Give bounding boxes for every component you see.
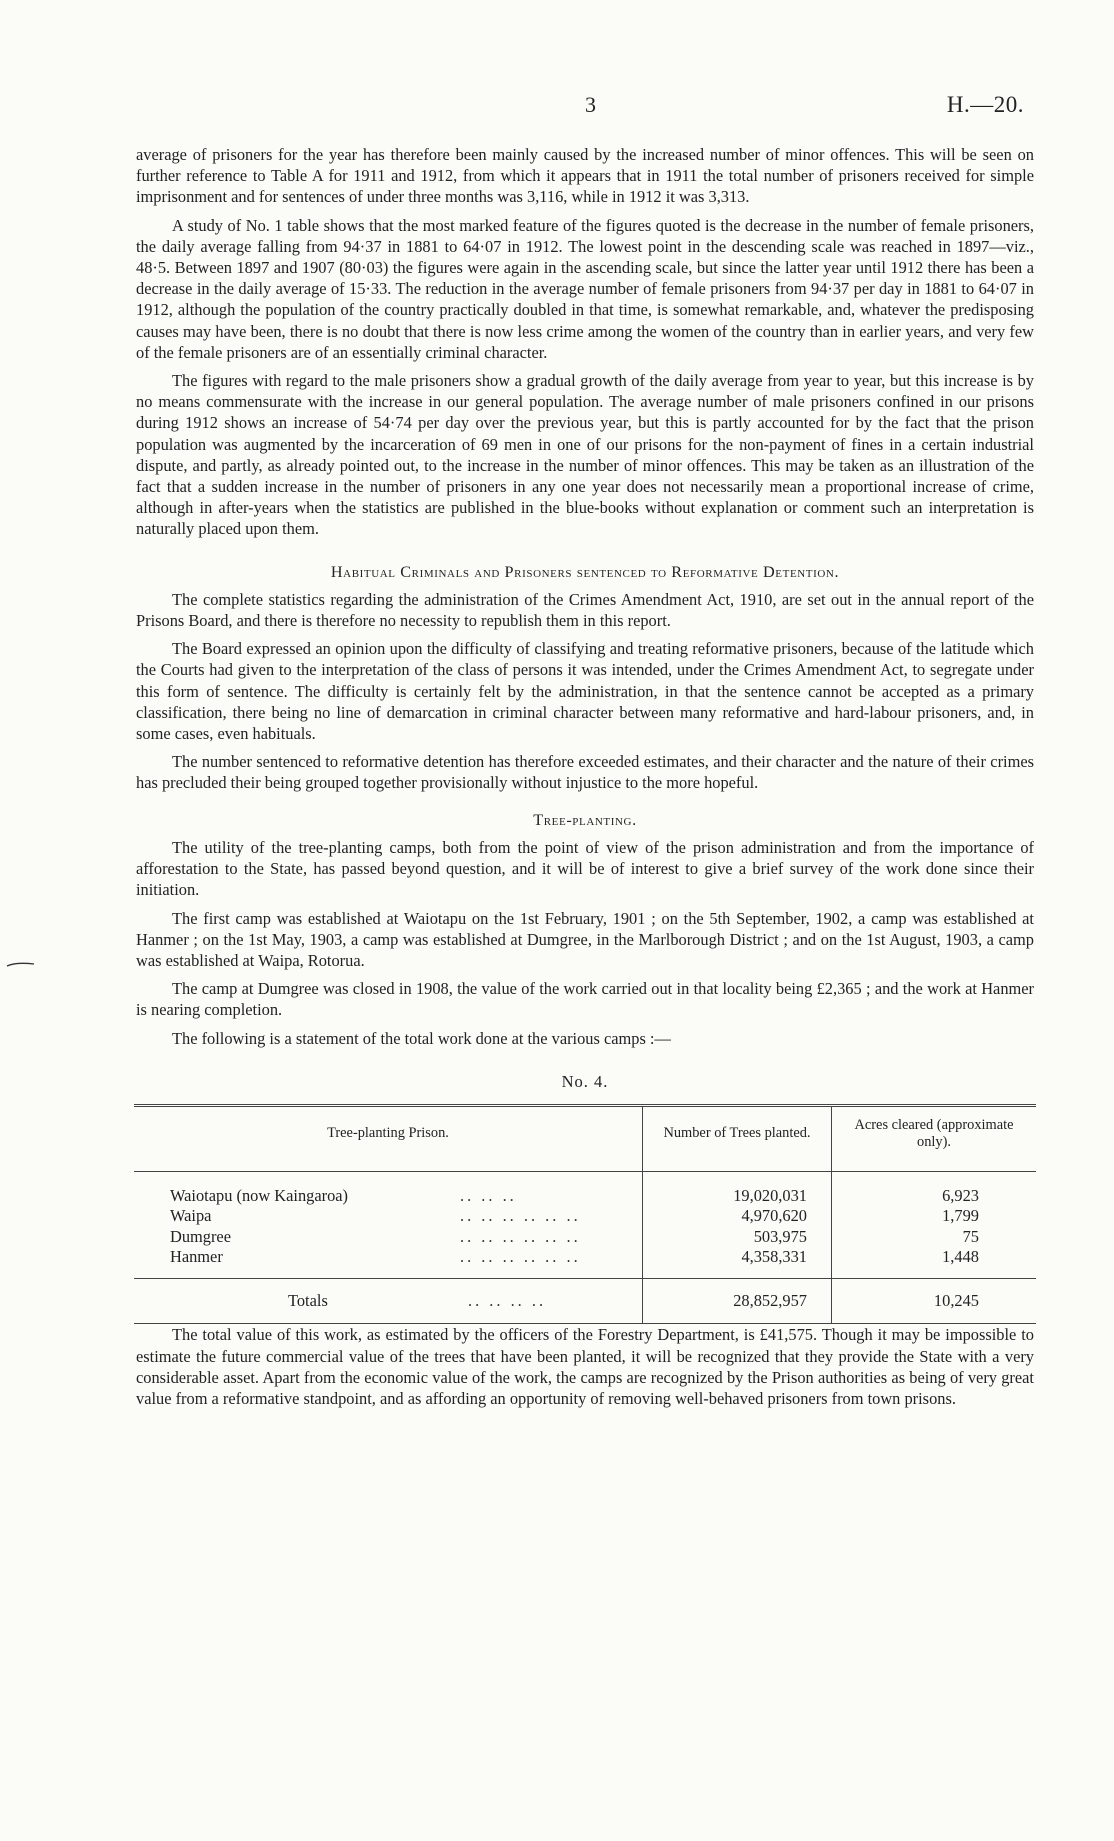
leader-dots: .. .. .. .. .. .. <box>460 1226 581 1246</box>
page-number: 3 <box>585 92 596 117</box>
total-trees: 28,852,957 <box>733 1290 807 1310</box>
prison-name: Dumgree <box>170 1226 231 1246</box>
prison-name: Hanmer <box>170 1247 223 1267</box>
trees-planted: 19,020,031 <box>733 1185 807 1205</box>
page-header <box>0 92 1114 122</box>
intro-paragraph-2: A study of No. 1 table shows that the most marked feature of the figures quoted is the decrease in the number of female prisoners, the daily average falling from 94·37 in 1881 to 64·07 in 1912. The lowest point in the descending scale was reached in 1897—viz., 48·5. Between 1897 and 1907 (80·03) the figures were again in the ascending scale, but since the latter year until 1912 there has been a decrease in the daily average of 15·33. The reduction in the average number of female prisoners from 94·37 per day in 1881 to 64·07 in 1912, although the population of the country practically doubled in that time, is somewhat remarkable, and, whatever the predisposing causes may have been, there is no doubt that there is now less crime among the women of the country than in earlier years, and very few of the female prisoners are of an essentially criminal character. <box>136 215 1034 362</box>
leader-dots: .. .. .. .. .. .. <box>460 1206 581 1226</box>
margin-mark <box>6 960 36 970</box>
acres-cleared: 1,448 <box>942 1247 979 1267</box>
tree-paragraph-3: The camp at Dumgree was closed in 1908, the value of the work carried out in that locality being £2,365 ; and the work at Hanmer is nearing completion. <box>136 979 1034 1020</box>
header-acres: Acres cleared (approximate only). <box>832 1105 1037 1171</box>
total-acres: 10,245 <box>933 1290 979 1310</box>
section-heading-habitual: Habitual Criminals and Prisoners sentenced to Reformative Detention. <box>330 562 840 581</box>
tree-paragraph-1: The utility of the tree-planting camps, both from the point of view of the prison administration and from the importance of afforestation to the State, has passed beyond question, and it will be of interest to give a brief survey of the work done since their initiation. <box>136 837 1034 900</box>
table-row <box>134 1206 1036 1227</box>
tree-paragraph-4: The following is a statement of the total work done at the various camps :— <box>172 1028 671 1048</box>
header-prison: Tree-planting Prison. <box>134 1105 643 1171</box>
tree-planting-table <box>134 1104 1036 1325</box>
intro-paragraph-3: The figures with regard to the male prisoners show a gradual growth of the daily average from year to year, but this increase is by no means commensurate with the increase in our general population. The average number of male prisoners confined in our prisons during 1912 shows an increase of 54·74 per day over the previous year, but this is partly accounted for by the fact that the prison population was augmented by the incarceration of 69 men in one of our prisons for the non-payment of fines in a certain industrial dispute, and partly, as already pointed out, to the increase in the number of minor offences. This may be taken as an illustration of the fact that a sudden increase in the number of prisoners in any one year does not necessarily mean a proportional increase of crime, although in after-years when the statistics are published in the blue-books without explanation or comment such an interpretation is naturally placed upon them. <box>136 371 1034 539</box>
body-text <box>136 144 1034 1416</box>
totals-row <box>134 1278 1036 1324</box>
habitual-paragraph-2: The Board expressed an opinion upon the difficulty of classifying and treating reformative prisoners, because of the latitude which the Courts had given to the interpretation of the class of persons it was intended, under the Crimes Amendment Act, to segregate under this form of sentence. The difficulty is certainly felt by the administration, in that the sentence cannot be accepted as a primary classification, there being no line of demarcation in criminal character between many reformative and hard-labour prisoners, and, in some cases, even habituals. <box>136 639 1034 744</box>
document-reference: H.—20. <box>946 92 1024 117</box>
totals-label: Totals <box>288 1290 328 1310</box>
tree-paragraph-2: The first camp was established at Waiotapu on the 1st February, 1901 ; on the 5th September, 1902, a camp was established at Hanmer ; on the 1st May, 1903, a camp was established at Dumgree, in the Marlborough District ; and on the 1st August, 1903, a camp was established at Waipa, Rotorua. <box>136 908 1034 970</box>
closing-paragraph: The total value of this work, as estimated by the officers of the Forestry Department, is £41,575. Though it may be impossible to estimate the future commercial value of the trees that have been planted, it will be recognized that they provide the State with a very considerable asset. Apart from the economic value of the work, the camps are recognized by the Prison authorities as being of very great value from a reformative standpoint, and as affording an opportunity of removing well-behaved prisoners from town prisons. <box>136 1325 1034 1409</box>
section-heading-tree-planting: Tree-planting. <box>533 810 637 829</box>
table-row <box>134 1171 1036 1206</box>
acres-cleared: 6,923 <box>942 1185 979 1205</box>
acres-cleared: 75 <box>962 1226 979 1246</box>
acres-cleared: 1,799 <box>942 1206 979 1226</box>
habitual-paragraph-3: The number sentenced to reformative detention has therefore exceeded estimates, and their character and the nature of their crimes has precluded their being grouped together provisionally without injustice to the more hopeful. <box>136 752 1034 793</box>
leader-dots: .. .. .. .. <box>468 1290 547 1310</box>
habitual-paragraph-1: The complete statistics regarding the administration of the Crimes Amendment Act, 1910, are set out in the annual report of the Prisons Board, and there is therefore no necessity to republish them in this report. <box>136 589 1034 631</box>
trees-planted: 503,975 <box>753 1226 807 1246</box>
intro-paragraph-1: average of prisoners for the year has therefore been mainly caused by the increased number of minor offences. This will be seen on further reference to Table A for 1911 and 1912, from which it appears that in 1911 the total number of prisoners received for simple imprisonment and for sentences of under three months was 3,116, while in 1912 it was 3,313. <box>136 145 1034 207</box>
trees-planted: 4,358,331 <box>741 1247 807 1267</box>
header-trees: Number of Trees planted. <box>643 1105 832 1171</box>
leader-dots: .. .. .. <box>460 1185 517 1205</box>
leader-dots: .. .. .. .. .. .. <box>460 1247 581 1267</box>
trees-planted: 4,970,620 <box>741 1206 807 1226</box>
table-row <box>134 1227 1036 1248</box>
prison-name: Waiotapu (now Kaingaroa) <box>170 1185 348 1205</box>
prison-name: Waipa <box>170 1206 212 1226</box>
table-number: No. 4. <box>561 1071 609 1091</box>
table-header-row <box>134 1105 1036 1171</box>
table-row <box>134 1247 1036 1278</box>
